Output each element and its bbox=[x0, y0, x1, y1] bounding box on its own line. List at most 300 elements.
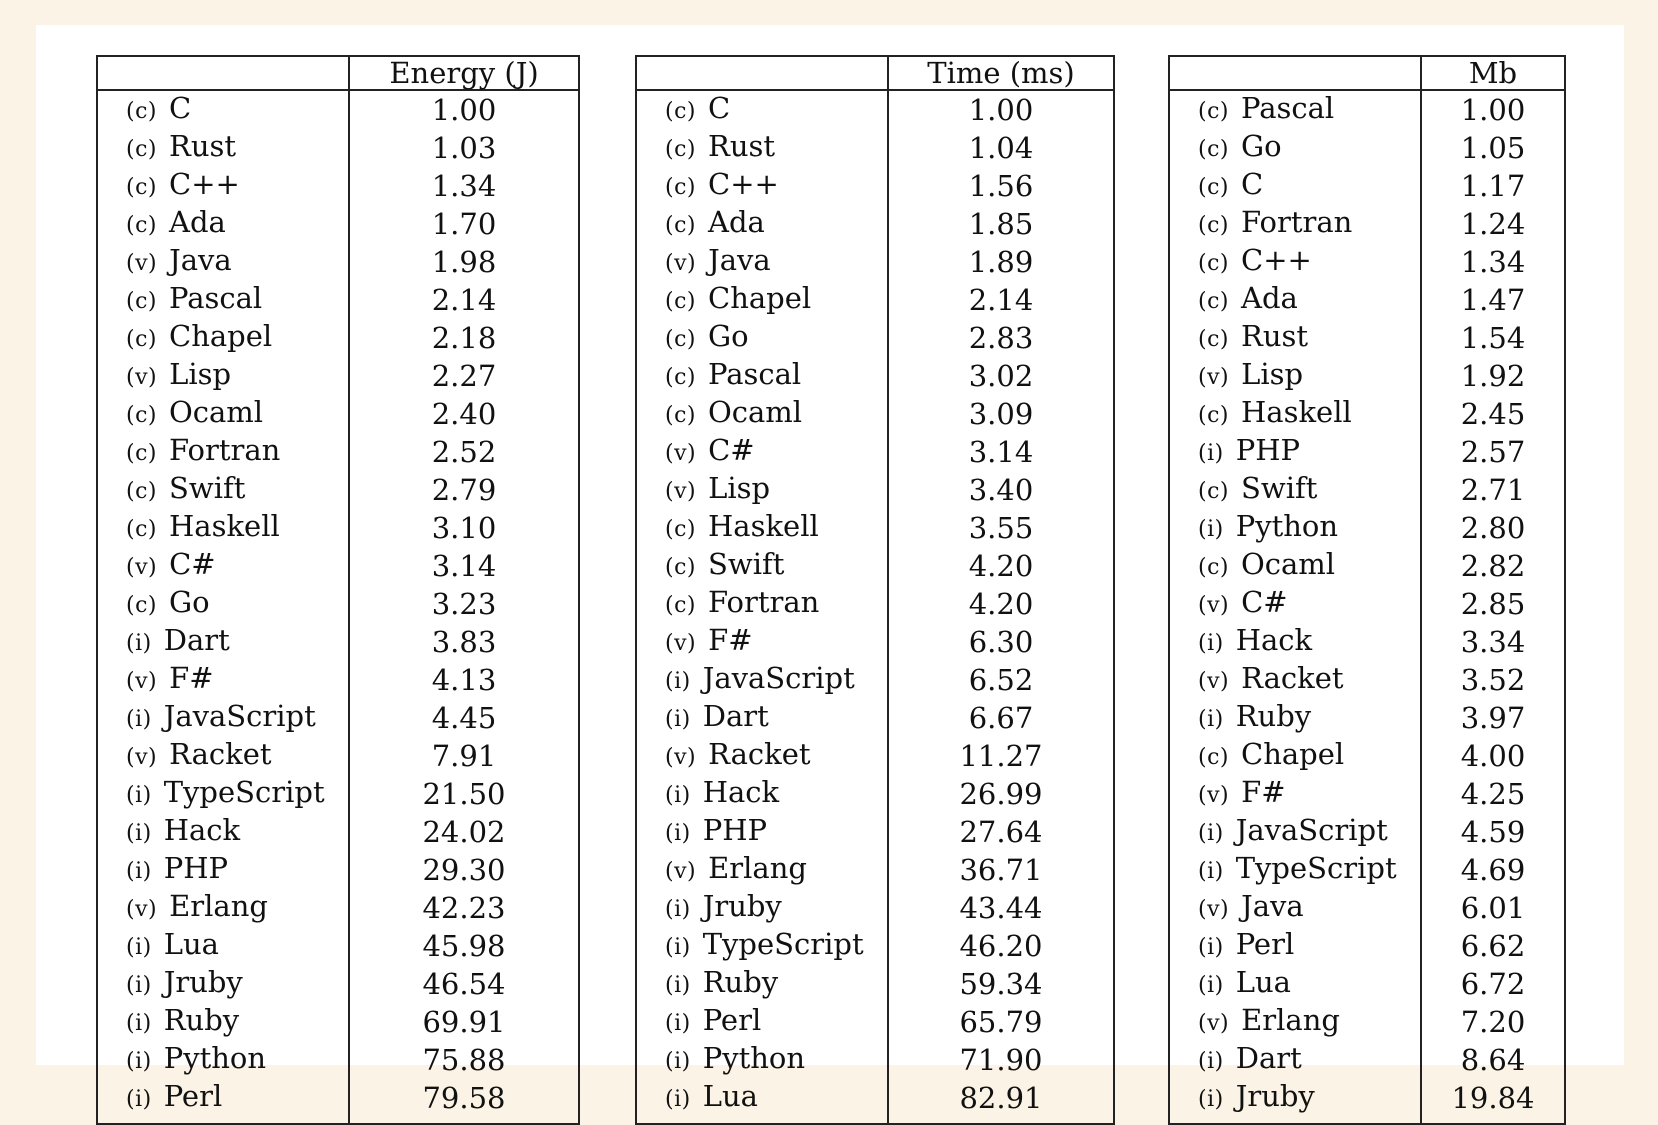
language-name: F# bbox=[169, 661, 214, 695]
table-row bbox=[636, 623, 1114, 661]
language-name: PHP bbox=[702, 813, 768, 847]
language-cell bbox=[97, 1041, 349, 1079]
value-cell: 2.18 bbox=[431, 321, 497, 355]
language-cell bbox=[1169, 699, 1421, 737]
language-cell bbox=[1169, 813, 1421, 851]
value-cell: 4.69 bbox=[1460, 853, 1526, 887]
language-cell bbox=[636, 775, 888, 813]
value-cell: 1.92 bbox=[1460, 359, 1526, 393]
value-cell: 29.30 bbox=[422, 853, 506, 887]
value-cell: 1.24 bbox=[1460, 207, 1526, 241]
value-cell: 43.44 bbox=[959, 891, 1043, 925]
table-row bbox=[97, 167, 579, 205]
language-cell bbox=[97, 1003, 349, 1041]
table-row bbox=[97, 699, 579, 737]
table-row bbox=[1169, 433, 1565, 471]
language-cell bbox=[636, 205, 888, 243]
language-cell bbox=[636, 243, 888, 281]
table-header-row bbox=[636, 56, 1114, 90]
execution-type-tag: (c) bbox=[126, 99, 157, 124]
execution-type-tag: (i) bbox=[1198, 517, 1224, 542]
language-cell bbox=[1169, 205, 1421, 243]
table-row bbox=[636, 775, 1114, 813]
table-row bbox=[97, 737, 579, 775]
energy-table bbox=[96, 55, 580, 1125]
execution-type-tag: (i) bbox=[1198, 631, 1224, 656]
value-cell: 4.59 bbox=[1460, 815, 1526, 849]
value-cell: 59.34 bbox=[959, 967, 1043, 1001]
language-cell bbox=[636, 471, 888, 509]
value-cell: 7.20 bbox=[1460, 1005, 1526, 1039]
table-row bbox=[636, 90, 1114, 129]
table-row bbox=[1169, 547, 1565, 585]
language-cell bbox=[97, 775, 349, 813]
execution-type-tag: (i) bbox=[126, 1011, 152, 1036]
language-name: Pascal bbox=[708, 357, 802, 391]
execution-type-tag: (i) bbox=[665, 897, 691, 922]
execution-type-tag: (v) bbox=[1198, 783, 1230, 808]
table-row bbox=[1169, 889, 1565, 927]
execution-type-tag: (i) bbox=[665, 1049, 691, 1074]
execution-type-tag: (c) bbox=[126, 137, 157, 162]
execution-type-tag: (i) bbox=[1198, 821, 1224, 846]
language-cell bbox=[97, 547, 349, 585]
value-cell: 4.45 bbox=[431, 701, 497, 735]
language-cell bbox=[636, 927, 888, 965]
language-cell bbox=[1169, 129, 1421, 167]
language-cell bbox=[1169, 585, 1421, 623]
execution-type-tag: (v) bbox=[665, 859, 697, 884]
language-cell bbox=[636, 395, 888, 433]
table-row bbox=[97, 243, 579, 281]
language-cell bbox=[636, 90, 888, 129]
language-name: Racket bbox=[169, 737, 272, 771]
execution-type-tag: (c) bbox=[1198, 251, 1229, 276]
language-name: Java bbox=[1241, 889, 1304, 923]
value-cell: 2.85 bbox=[1460, 587, 1526, 621]
language-cell bbox=[97, 395, 349, 433]
value-cell: 1.85 bbox=[968, 207, 1034, 241]
value-cell: 82.91 bbox=[959, 1081, 1043, 1115]
value-cell: 6.30 bbox=[968, 625, 1034, 659]
language-cell bbox=[1169, 851, 1421, 889]
table-row bbox=[636, 357, 1114, 395]
language-cell bbox=[97, 737, 349, 775]
execution-type-tag: (v) bbox=[665, 441, 697, 466]
language-cell bbox=[97, 357, 349, 395]
execution-type-tag: (v) bbox=[126, 365, 158, 390]
language-cell bbox=[636, 585, 888, 623]
language-name: Haskell bbox=[169, 509, 280, 543]
language-cell bbox=[1169, 357, 1421, 395]
table-row bbox=[1169, 965, 1565, 1003]
execution-type-tag: (c) bbox=[665, 175, 696, 200]
language-cell bbox=[636, 547, 888, 585]
value-cell: 6.67 bbox=[968, 701, 1034, 735]
value-cell: 69.91 bbox=[422, 1005, 506, 1039]
execution-type-tag: (c) bbox=[665, 517, 696, 542]
language-cell bbox=[636, 129, 888, 167]
language-cell bbox=[636, 661, 888, 699]
execution-type-tag: (c) bbox=[126, 441, 157, 466]
language-name: TypeScript bbox=[702, 927, 864, 961]
table-row bbox=[1169, 661, 1565, 699]
language-name: Chapel bbox=[1241, 737, 1345, 771]
table-row bbox=[636, 737, 1114, 775]
table-row bbox=[1169, 813, 1565, 851]
value-cell: 1.47 bbox=[1460, 283, 1526, 317]
language-cell bbox=[636, 813, 888, 851]
execution-type-tag: (v) bbox=[1198, 669, 1230, 694]
execution-type-tag: (c) bbox=[1198, 289, 1229, 314]
language-column-header bbox=[636, 56, 888, 90]
table-row bbox=[1169, 319, 1565, 357]
language-cell bbox=[636, 965, 888, 1003]
language-name: Ruby bbox=[1235, 699, 1312, 733]
value-cell: 2.71 bbox=[1460, 473, 1526, 507]
language-name: Fortran bbox=[708, 585, 820, 619]
table-row bbox=[1169, 851, 1565, 889]
memory-column-header: Mb bbox=[1421, 56, 1565, 90]
language-name: Pascal bbox=[1241, 91, 1335, 125]
table-row bbox=[97, 471, 579, 509]
value-cell: 3.14 bbox=[968, 435, 1034, 469]
table-row bbox=[636, 319, 1114, 357]
language-cell bbox=[97, 699, 349, 737]
execution-type-tag: (i) bbox=[126, 859, 152, 884]
table-row bbox=[97, 1041, 579, 1079]
execution-type-tag: (c) bbox=[126, 289, 157, 314]
table-row bbox=[97, 623, 579, 661]
table-row bbox=[636, 243, 1114, 281]
value-cell: 11.27 bbox=[959, 739, 1043, 773]
value-cell: 46.20 bbox=[959, 929, 1043, 963]
language-name: Python bbox=[1235, 509, 1339, 543]
language-name: Fortran bbox=[169, 433, 281, 467]
language-cell bbox=[1169, 889, 1421, 927]
language-name: PHP bbox=[163, 851, 229, 885]
table-row bbox=[636, 699, 1114, 737]
value-cell: 6.62 bbox=[1460, 929, 1526, 963]
execution-type-tag: (v) bbox=[126, 745, 158, 770]
execution-type-tag: (i) bbox=[1198, 973, 1224, 998]
execution-type-tag: (i) bbox=[665, 973, 691, 998]
table-row bbox=[1169, 775, 1565, 813]
language-name: Erlang bbox=[1241, 1003, 1340, 1037]
value-cell: 6.72 bbox=[1460, 967, 1526, 1001]
value-cell: 3.23 bbox=[431, 587, 497, 621]
language-name: Hack bbox=[1235, 623, 1313, 657]
table-row bbox=[97, 775, 579, 813]
table-row bbox=[636, 395, 1114, 433]
language-name: Rust bbox=[1241, 319, 1309, 353]
table-row bbox=[636, 547, 1114, 585]
table-row bbox=[1169, 737, 1565, 775]
value-cell: 1.05 bbox=[1460, 131, 1526, 165]
language-cell bbox=[97, 585, 349, 623]
value-cell: 4.13 bbox=[431, 663, 497, 697]
value-cell: 27.64 bbox=[959, 815, 1043, 849]
value-cell: 1.70 bbox=[431, 207, 497, 241]
language-name: Go bbox=[169, 585, 210, 619]
value-cell: 65.79 bbox=[959, 1005, 1043, 1039]
language-cell bbox=[97, 813, 349, 851]
value-cell: 1.00 bbox=[968, 93, 1034, 127]
value-cell: 2.79 bbox=[431, 473, 497, 507]
value-cell: 75.88 bbox=[422, 1043, 506, 1077]
language-name: C# bbox=[169, 547, 216, 581]
execution-type-tag: (c) bbox=[126, 479, 157, 504]
language-cell bbox=[97, 661, 349, 699]
execution-type-tag: (v) bbox=[1198, 1011, 1230, 1036]
language-name: Python bbox=[163, 1041, 267, 1075]
language-name: Ocaml bbox=[708, 395, 803, 429]
value-cell: 3.97 bbox=[1460, 701, 1526, 735]
language-name: Jruby bbox=[163, 965, 243, 999]
table-row bbox=[1169, 509, 1565, 547]
execution-type-tag: (v) bbox=[126, 897, 158, 922]
language-column-header bbox=[1169, 56, 1421, 90]
execution-type-tag: (c) bbox=[126, 403, 157, 428]
value-cell: 3.02 bbox=[968, 359, 1034, 393]
language-name: C++ bbox=[708, 167, 779, 201]
value-cell: 3.14 bbox=[431, 549, 497, 583]
table-row bbox=[636, 1003, 1114, 1041]
language-cell bbox=[1169, 775, 1421, 813]
language-name: Swift bbox=[169, 471, 246, 505]
value-cell: 1.04 bbox=[968, 131, 1034, 165]
table-row bbox=[1169, 699, 1565, 737]
language-cell bbox=[97, 509, 349, 547]
value-cell: 3.55 bbox=[968, 511, 1034, 545]
execution-type-tag: (c) bbox=[1198, 137, 1229, 162]
table-row bbox=[97, 319, 579, 357]
execution-type-tag: (c) bbox=[665, 137, 696, 162]
execution-type-tag: (c) bbox=[665, 213, 696, 238]
language-name: Ocaml bbox=[169, 395, 264, 429]
table-row bbox=[636, 167, 1114, 205]
table-row bbox=[1169, 243, 1565, 281]
execution-type-tag: (c) bbox=[1198, 99, 1229, 124]
language-cell bbox=[97, 281, 349, 319]
value-cell: 1.98 bbox=[431, 245, 497, 279]
language-name: Haskell bbox=[708, 509, 819, 543]
table-row bbox=[97, 547, 579, 585]
value-cell: 4.25 bbox=[1460, 777, 1526, 811]
table-row bbox=[97, 585, 579, 623]
table-row bbox=[97, 205, 579, 243]
execution-type-tag: (i) bbox=[665, 935, 691, 960]
language-name: Chapel bbox=[708, 281, 812, 315]
value-cell: 46.54 bbox=[422, 967, 506, 1001]
execution-type-tag: (c) bbox=[665, 99, 696, 124]
language-name: Hack bbox=[702, 775, 780, 809]
execution-type-tag: (c) bbox=[665, 327, 696, 352]
language-name: Ruby bbox=[702, 965, 779, 999]
language-name: Java bbox=[169, 243, 232, 277]
language-cell bbox=[1169, 319, 1421, 357]
execution-type-tag: (i) bbox=[126, 783, 152, 808]
execution-type-tag: (i) bbox=[126, 1087, 152, 1112]
execution-type-tag: (i) bbox=[1198, 707, 1224, 732]
table-row bbox=[97, 1003, 579, 1041]
language-name: C bbox=[1241, 167, 1264, 201]
value-cell: 4.20 bbox=[968, 549, 1034, 583]
language-name: Dart bbox=[702, 699, 769, 733]
time-table bbox=[635, 55, 1115, 1125]
language-cell bbox=[97, 129, 349, 167]
value-cell: 1.03 bbox=[431, 131, 497, 165]
execution-type-tag: (i) bbox=[1198, 1087, 1224, 1112]
value-cell: 3.10 bbox=[431, 511, 497, 545]
language-name: C++ bbox=[1241, 243, 1312, 277]
execution-type-tag: (c) bbox=[1198, 213, 1229, 238]
language-name: Perl bbox=[1235, 927, 1295, 961]
language-name: Ruby bbox=[163, 1003, 240, 1037]
language-name: Jruby bbox=[702, 889, 782, 923]
execution-type-tag: (v) bbox=[126, 555, 158, 580]
value-cell: 3.52 bbox=[1460, 663, 1526, 697]
execution-type-tag: (v) bbox=[1198, 365, 1230, 390]
language-name: Lua bbox=[702, 1079, 758, 1113]
language-cell bbox=[1169, 509, 1421, 547]
value-cell: 8.64 bbox=[1460, 1043, 1526, 1077]
language-cell bbox=[97, 851, 349, 889]
language-name: Java bbox=[708, 243, 771, 277]
value-cell: 1.54 bbox=[1460, 321, 1526, 355]
table-row bbox=[636, 433, 1114, 471]
value-cell: 79.58 bbox=[422, 1081, 506, 1115]
table-row bbox=[97, 90, 579, 129]
value-cell: 1.00 bbox=[431, 93, 497, 127]
table-row bbox=[1169, 585, 1565, 623]
value-cell: 2.14 bbox=[431, 283, 497, 317]
execution-type-tag: (v) bbox=[665, 631, 697, 656]
language-cell bbox=[636, 851, 888, 889]
language-cell bbox=[636, 509, 888, 547]
table-row bbox=[97, 661, 579, 699]
language-name: JavaScript bbox=[1235, 813, 1388, 847]
table-row bbox=[636, 851, 1114, 889]
language-cell bbox=[1169, 1003, 1421, 1041]
table-row bbox=[636, 1041, 1114, 1079]
table-row bbox=[97, 395, 579, 433]
language-name: Lua bbox=[1235, 965, 1291, 999]
language-name: Erlang bbox=[169, 889, 268, 923]
table-row bbox=[97, 281, 579, 319]
language-cell bbox=[97, 965, 349, 1003]
language-name: Jruby bbox=[1235, 1079, 1315, 1113]
table-row bbox=[636, 813, 1114, 851]
language-name: Dart bbox=[163, 623, 230, 657]
language-cell bbox=[636, 699, 888, 737]
execution-type-tag: (c) bbox=[1198, 479, 1229, 504]
value-cell: 19.84 bbox=[1451, 1081, 1535, 1115]
table-row bbox=[1169, 167, 1565, 205]
language-cell bbox=[1169, 471, 1421, 509]
execution-type-tag: (i) bbox=[126, 821, 152, 846]
table-row bbox=[1169, 395, 1565, 433]
table-row bbox=[636, 661, 1114, 699]
value-cell: 1.89 bbox=[968, 245, 1034, 279]
language-cell bbox=[97, 433, 349, 471]
language-name: Lisp bbox=[1241, 357, 1304, 391]
execution-type-tag: (i) bbox=[126, 935, 152, 960]
language-cell bbox=[636, 167, 888, 205]
value-cell: 1.00 bbox=[1460, 93, 1526, 127]
value-cell: 1.34 bbox=[431, 169, 497, 203]
value-cell: 21.50 bbox=[422, 777, 506, 811]
execution-type-tag: (i) bbox=[126, 973, 152, 998]
language-name: Erlang bbox=[708, 851, 807, 885]
table-row bbox=[1169, 1003, 1565, 1041]
table-row bbox=[636, 889, 1114, 927]
language-cell bbox=[636, 737, 888, 775]
language-cell bbox=[1169, 927, 1421, 965]
time-column-header: Time (ms) bbox=[888, 56, 1114, 90]
language-name: C bbox=[708, 91, 731, 125]
execution-type-tag: (i) bbox=[665, 821, 691, 846]
value-cell: 2.57 bbox=[1460, 435, 1526, 469]
language-name: F# bbox=[1241, 775, 1286, 809]
language-name: Swift bbox=[708, 547, 785, 581]
execution-type-tag: (i) bbox=[1198, 859, 1224, 884]
language-cell bbox=[636, 1003, 888, 1041]
language-cell bbox=[1169, 243, 1421, 281]
table-row bbox=[1169, 927, 1565, 965]
language-name: JavaScript bbox=[163, 699, 316, 733]
language-cell bbox=[1169, 167, 1421, 205]
execution-type-tag: (i) bbox=[665, 1011, 691, 1036]
language-name: Ada bbox=[708, 205, 765, 239]
value-cell: 2.82 bbox=[1460, 549, 1526, 583]
language-name: F# bbox=[708, 623, 753, 657]
table-header-row bbox=[97, 56, 579, 90]
language-name: C++ bbox=[169, 167, 240, 201]
execution-type-tag: (c) bbox=[665, 593, 696, 618]
execution-type-tag: (i) bbox=[665, 1087, 691, 1112]
language-name: Lisp bbox=[708, 471, 771, 505]
execution-type-tag: (c) bbox=[126, 327, 157, 352]
language-name: Lisp bbox=[169, 357, 232, 391]
language-cell bbox=[97, 623, 349, 661]
language-name: Fortran bbox=[1241, 205, 1353, 239]
value-cell: 3.34 bbox=[1460, 625, 1526, 659]
table-row bbox=[636, 585, 1114, 623]
language-name: Ada bbox=[1241, 281, 1298, 315]
language-cell bbox=[1169, 395, 1421, 433]
language-name: Perl bbox=[702, 1003, 762, 1037]
language-name: TypeScript bbox=[1235, 851, 1397, 885]
language-name: Racket bbox=[1241, 661, 1344, 695]
table-row bbox=[1169, 623, 1565, 661]
value-cell: 4.00 bbox=[1460, 739, 1526, 773]
value-cell: 2.14 bbox=[968, 283, 1034, 317]
language-name: Hack bbox=[163, 813, 241, 847]
table-row bbox=[97, 851, 579, 889]
language-name: TypeScript bbox=[163, 775, 325, 809]
language-cell bbox=[97, 167, 349, 205]
language-cell bbox=[97, 90, 349, 129]
value-cell: 6.52 bbox=[968, 663, 1034, 697]
language-name: C# bbox=[708, 433, 755, 467]
table-row bbox=[636, 471, 1114, 509]
value-cell: 26.99 bbox=[959, 777, 1043, 811]
language-cell bbox=[636, 889, 888, 927]
language-name: Ocaml bbox=[1241, 547, 1336, 581]
value-cell: 2.83 bbox=[968, 321, 1034, 355]
language-cell bbox=[1169, 623, 1421, 661]
